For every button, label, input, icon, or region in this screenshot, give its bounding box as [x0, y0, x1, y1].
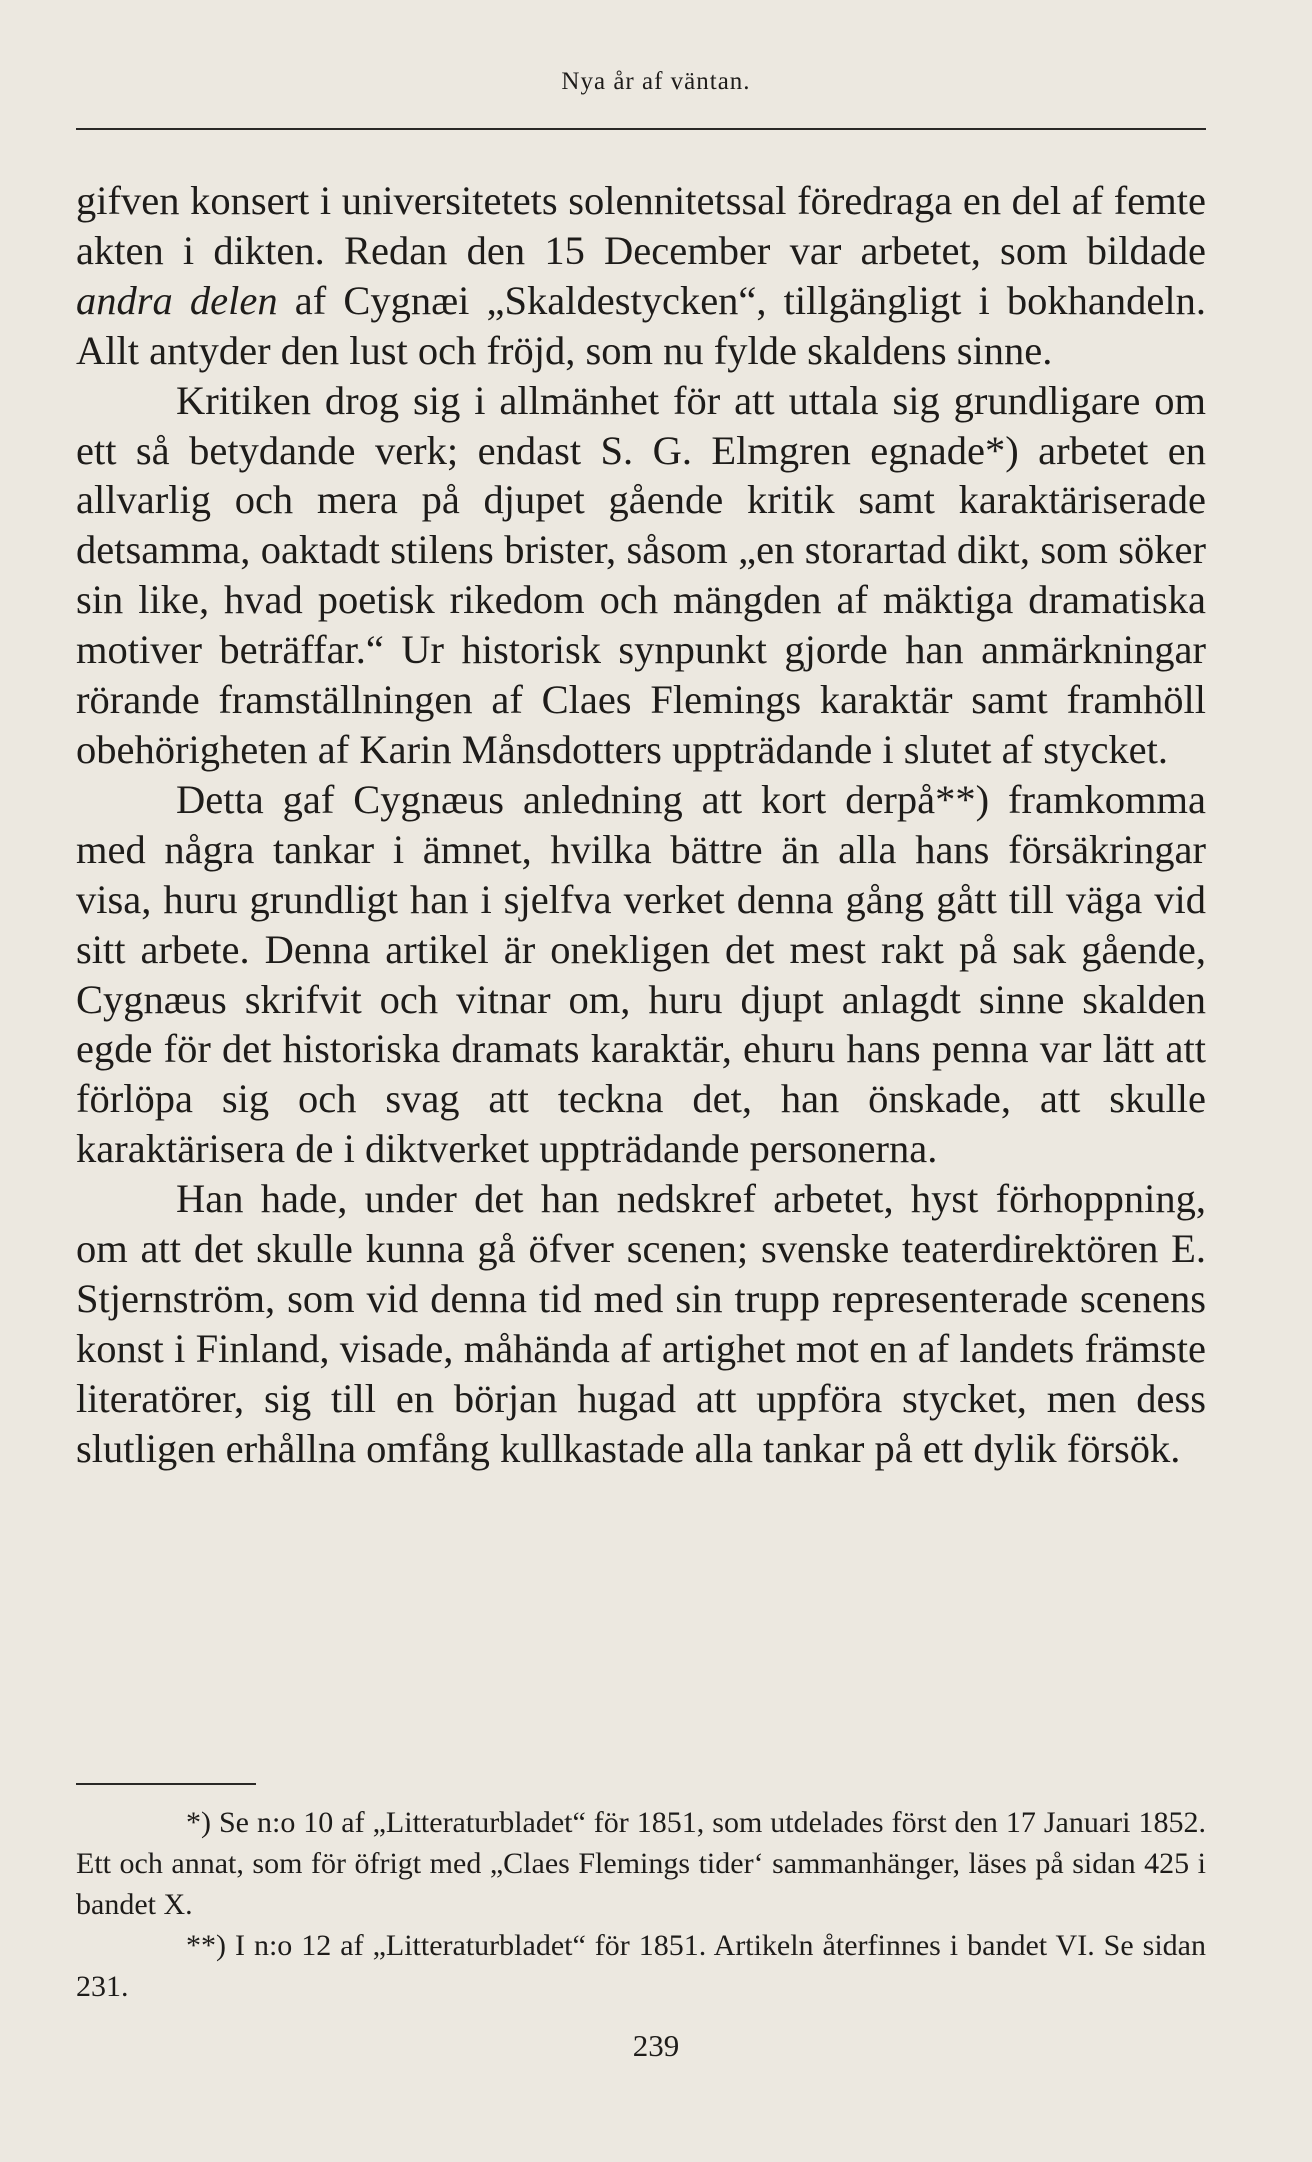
footnote-1: *) Se n:o 10 af „Litteraturbladet“ för 1851, som utdelades först den 17 Januari 1852. Ett och annat, som för öfrigt med „Claes Flemings tider‘ sammanhänger, läses på sidan 425 i bandet X.: [76, 1806, 1206, 1921]
paragraph-4: Han hade, under det han nedskref arbetet, hyst förhoppning, om att det skulle kunna gå öfver scenen; svenske teaterdirektören E. Stjernström, som vid denna tid med sin trupp representerade scenens konst i Finland, visade, måhända af artighet mot en af landets främste literatörer, sig till en början hugad att uppföra stycket, men dess slutligen erhållna omfång kullkastade alla tankar på ett dylik försök.: [76, 1176, 1206, 1471]
page-number: 239: [632, 2028, 680, 2063]
paragraph-3: Detta gaf Cygnæus anledning att kort derpå**) framkomma med några tankar i ämnet, hvilka bättre än alla hans försäkringar visa, huru grundligt han i sjelfva verket denna gång gått till väga vid sitt arbete. Denna artikel är onekligen det mest rakt på sak gående, Cygnæus skrifvit och vitnar om, huru djupt anlagdt sinne skalden egde för det historiska dramats karaktär, ehuru hans penna var lätt att förlöpa sig och svag att teckna det, han önskade, att skulle karaktärisera de i diktverket uppträdande personerna.: [76, 776, 1206, 1172]
body-text: [76, 176, 1206, 1474]
footnotes: [76, 1802, 1206, 2007]
header-rule: [76, 128, 1206, 130]
paragraph-1: [76, 176, 1206, 376]
running-title: Nya år af väntan.: [561, 68, 751, 95]
paragraph-1-italic: andra delen: [76, 277, 278, 323]
footnote-rule: [76, 1783, 256, 1785]
paragraph-1-part-a: gifven konsert i universitetets solennitetssal föredraga en del af femte akten i dikten. Redan den 15 December var arbetet, som bildade: [76, 178, 1206, 273]
paragraph-2: Kritiken drog sig i allmänhet för att uttala sig grundligare om ett så betydande verk; endast S. G. Elmgren egnade*) arbetet en allvarlig och mera på djupet gående kritik samt karaktäriserade detsamma, oaktadt stilens brister, såsom „en storartad dikt, som söker sin like, hvad poetisk rikedom och mängden af mäktiga dramatiska motiver beträffar.“ Ur historisk synpunkt gjorde han anmärkningar rörande framställningen af Claes Flemings karaktär samt framhöll obehörigheten af Karin Månsdotters uppträdande i slutet af stycket.: [76, 377, 1206, 772]
paragraph-1-part-b: af Cygnæi „Skaldestycken“, tillgängligt i bokhandeln. Allt antyder den lust och fröjd, som nu fylde skaldens sinne.: [76, 277, 1206, 373]
footnote-2: **) I n:o 12 af „Litteraturbladet“ för 1851. Artikeln återfinnes i bandet VI. Se sidan 231.: [76, 1929, 1206, 2003]
